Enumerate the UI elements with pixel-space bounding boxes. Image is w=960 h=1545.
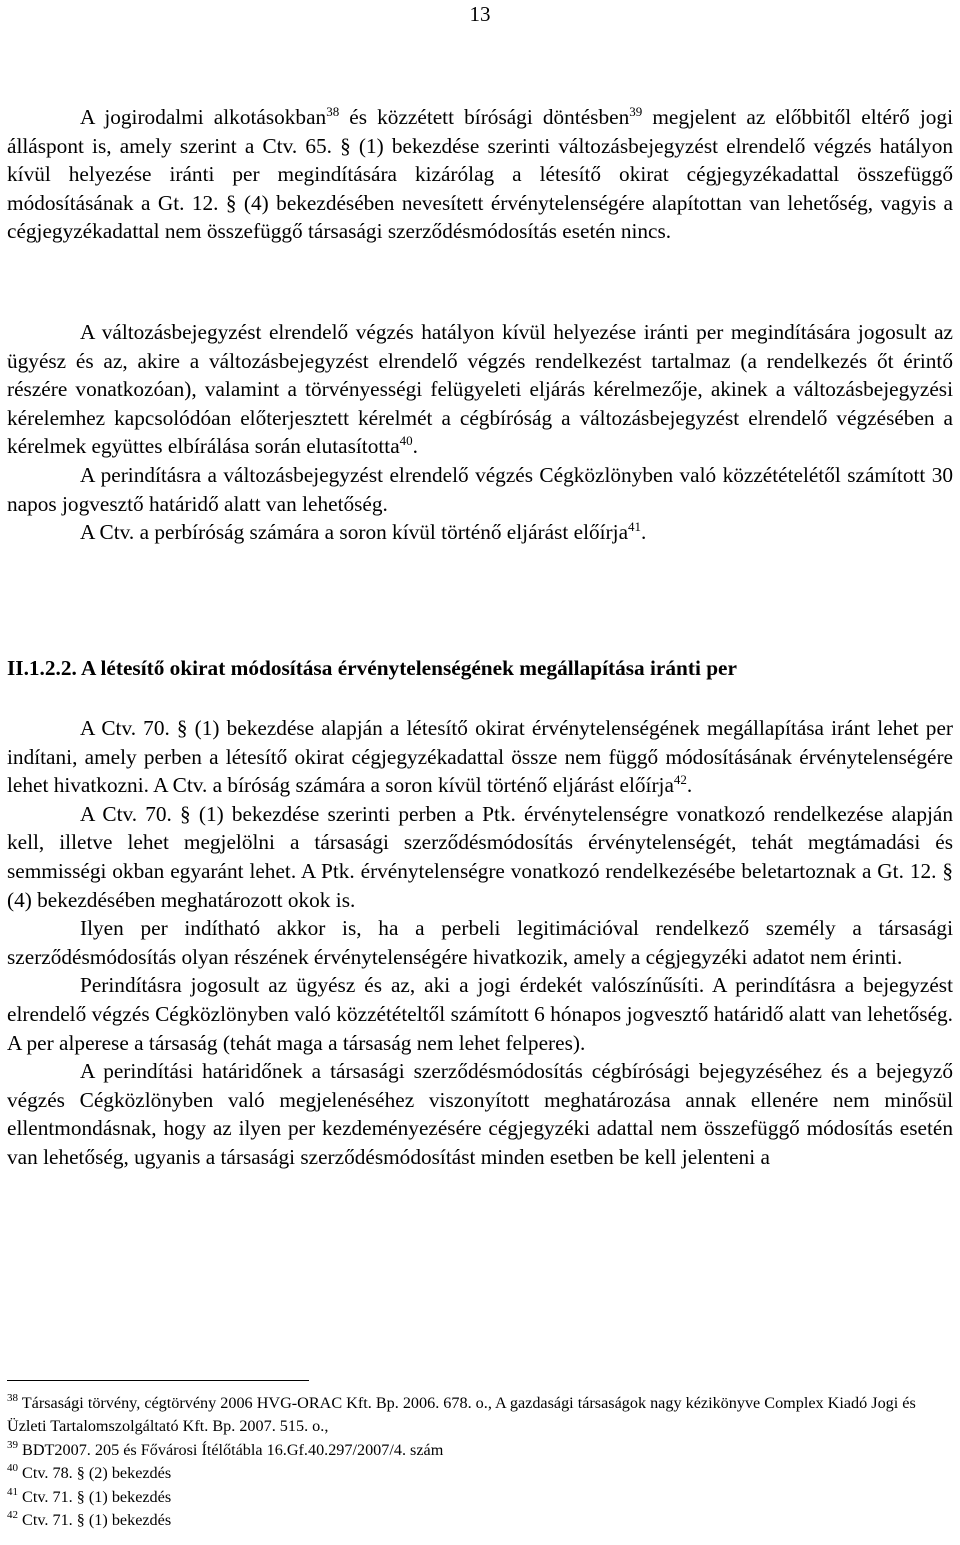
paragraph-text: . bbox=[641, 520, 647, 545]
paragraph bbox=[7, 518, 953, 547]
footnote-ref: 39 bbox=[629, 104, 643, 119]
footnote-number: 39 bbox=[7, 1438, 18, 1451]
footnote-number: 40 bbox=[7, 1462, 18, 1475]
footnote bbox=[7, 1509, 953, 1532]
paragraph-text: és közzétett bírósági döntésben bbox=[339, 105, 630, 129]
footnote-text: Ctv. 78. § (2) bekezdés bbox=[18, 1464, 172, 1483]
footnote-number: 41 bbox=[7, 1485, 18, 1498]
body-section-1 bbox=[7, 103, 953, 246]
paragraph-text: . bbox=[686, 773, 693, 798]
paragraph: A Ctv. 70. § (1) bekezdése szerinti perben a Ptk. érvénytelenségre vonatkozó rendelkezése alapján kell, illetve lehet megjelölni a társasági szerződésmódosítás érvénytelenségét, tehát megtámadási és semmisségi okban egyaránt lehet. A Ptk. érvénytelenségre vonatkozó rendelkezésébe beletartoznak a Gt. 12. § (4) bekezdésében meghatározott okok is. bbox=[7, 801, 953, 912]
paragraph: A perindítási határidőnek a társasági szerződésmódosítás cégbírósági bejegyzéséhez és a bejegyző végzés Cégközlönyben való megjelenéséhez viszonyított meghatározása annak ellenére nem minősül ellentmondásnak, hogy az ilyen per kezdeményezésére cégjegyzéki adattal nem összefüggő módosítás esetén van lehetőség, ugyanis a társasági szerződésmódosítást minden esetben be kell jelenteni a bbox=[7, 1059, 953, 1169]
footnote-ref: 42 bbox=[673, 772, 687, 788]
footnote-text: BDT2007. 205 és Fővárosi Ítélőtábla 16.Gf.40.297/2007/4. szám bbox=[18, 1440, 444, 1459]
paragraph-text: A változásbejegyzést elrendelő végzés hatályon kívül helyezése iránti per megindítására jogosult az ügyész és az, akire a változásbejegyzést elrendelő végzés rendelkezést tartalmaz (a rendelkezés őt érintő részére vonatkozóan), valamint a törvényességi felügyeleti eljárás kérelmezője, akinek a változásbejegyzési kérelemhez kapcsolódóan előterjesztett kérelmét a cégbíróság a változásbejegyzést elrendelő végzésében a kérelmek együttes elbírálása során elutasította bbox=[7, 320, 953, 459]
body-section-3 bbox=[7, 714, 953, 1172]
paragraph-text: A jogirodalmi alkotásokban bbox=[80, 105, 327, 129]
footnote-separator bbox=[7, 1380, 309, 1381]
page-number: 13 bbox=[469, 2, 491, 26]
footnote bbox=[7, 1462, 953, 1485]
paragraph: A perindításra a változásbejegyzést elrendelő végzés Cégközlönyben való közzétételétől számított 30 napos jogvesztő határidő alatt van lehetőség. bbox=[7, 462, 953, 516]
footnotes bbox=[7, 1392, 953, 1532]
footnote-text: Ctv. 71. § (1) bekezdés bbox=[18, 1487, 172, 1506]
footnote-ref: 40 bbox=[399, 433, 413, 449]
paragraph-text: A Ctv. 70. § (1) bekezdése alapján a létesítő okirat érvénytelenségének megállapítása iránt lehet per indítani, amely perben a létesítő okirat cégjegyzékadattal össze nem függő módosításának érvénytelenségére lehet hivatkozni. A Ctv. a bíróság számára a soron kívül történő eljárást előírja bbox=[7, 716, 953, 798]
footnote-text: Társasági törvény, cégtörvény 2006 HVG-ORAC Kft. Bp. 2006. 678. o., A gazdasági társaságok nagy kézikönyve Complex Kiadó Jogi és Üzleti Tartalomszolgáltató Kft. Bp. 2007. 515. o., bbox=[7, 1394, 916, 1436]
section-heading: II.1.2.2. A létesítő okirat módosítása érvénytelenségének megállapítása iránti per bbox=[7, 656, 737, 680]
paragraph bbox=[7, 318, 953, 461]
footnote-ref: 38 bbox=[326, 104, 340, 119]
footnote-number: 42 bbox=[7, 1509, 18, 1522]
footnote-ref: 41 bbox=[628, 519, 642, 535]
footnote bbox=[7, 1439, 953, 1462]
footnote bbox=[7, 1392, 953, 1439]
paragraph bbox=[7, 103, 953, 246]
paragraph-text: . bbox=[412, 434, 418, 459]
paragraph-text: megjelent az előbbitől eltérő jogi álláspont is, amely szerint a Ctv. 65. § (1) bekezdése szerinti változásbejegyzést elrendelő végzés hatályon kívül helyezése iránti per megindítására kizárólag a létesítő okirat cégjegyzékadattal összefüggő módosításának a Gt. 12. § (4) bekezdésében nevesített érvénytelenségére alapítottan van lehetőség, vagyis a cégjegyzékadattal nem összefüggő társasági szerződésmódosítás esetén nincs. bbox=[7, 105, 953, 244]
paragraph: Perindításra jogosult az ügyész és az, aki a jogi érdekét valószínűsíti. A perindításra a bejegyzést elrendelő végzés Cégközlönyben való közzétételtől számított 6 hónapos jogvesztő határidő alatt van lehetőség. A per alperese a társaság (tehát maga a társaság nem lehet felperes). bbox=[7, 973, 953, 1055]
footnote-text: Ctv. 71. § (1) bekezdés bbox=[18, 1511, 172, 1530]
paragraph bbox=[7, 714, 953, 800]
paragraph: Ilyen per indítható akkor is, ha a perbeli legitimációval rendelkező személy a társasági szerződésmódosítás olyan részének érvénytelenségére hivatkozik, amely a cégjegyzéki adatot nem érinti. bbox=[7, 916, 953, 969]
body-section-2 bbox=[7, 318, 953, 547]
footnote-number: 38 bbox=[7, 1392, 18, 1404]
paragraph-text: A Ctv. a perbíróság számára a soron kívül történő eljárást előírja bbox=[80, 520, 629, 545]
footnote bbox=[7, 1486, 953, 1509]
